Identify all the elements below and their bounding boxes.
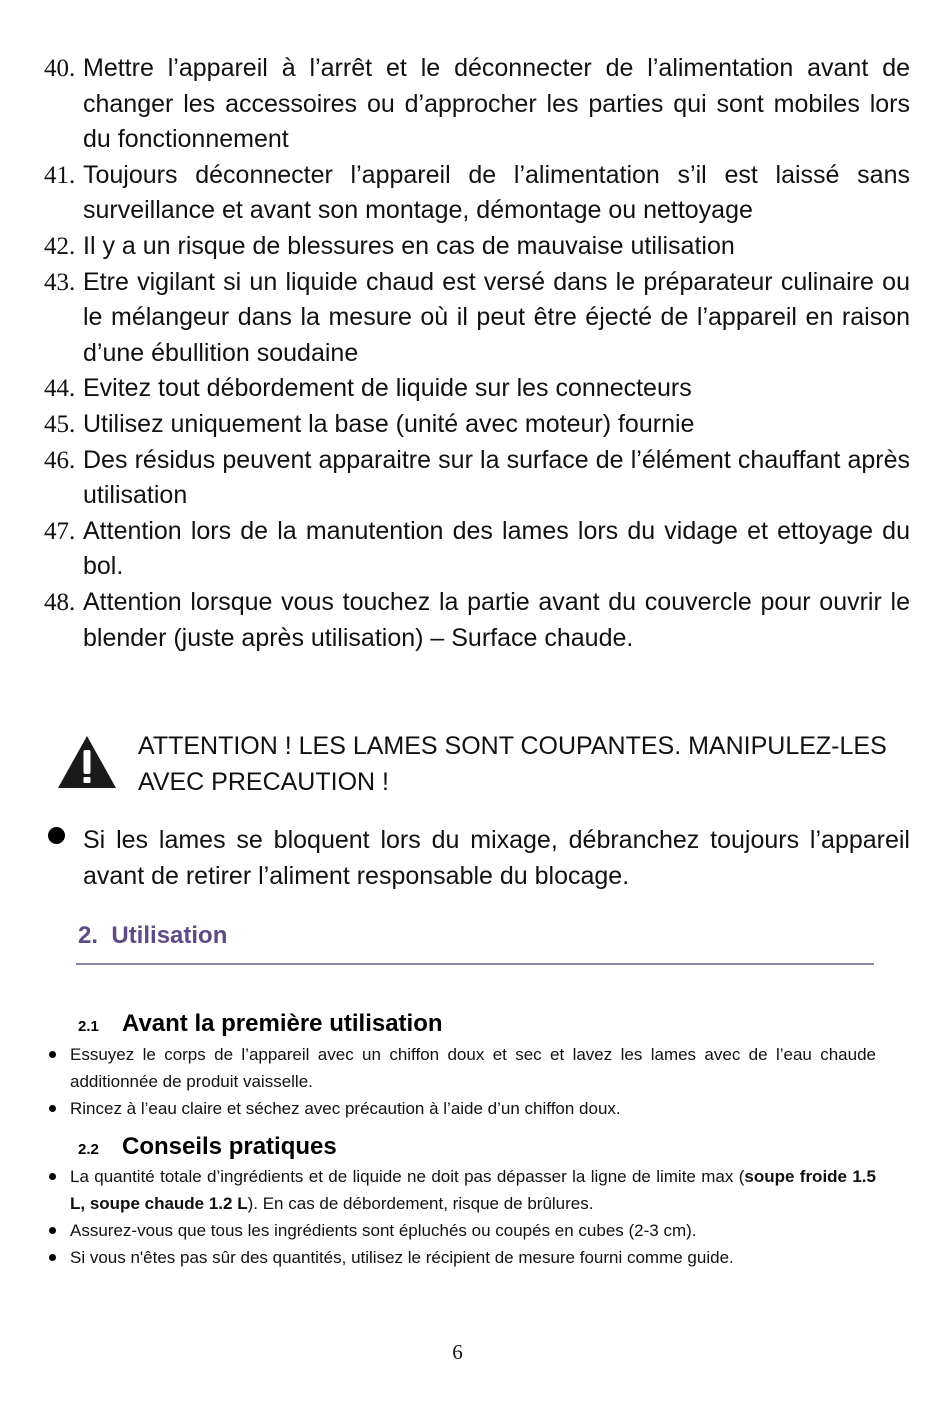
warning-triangle-icon [56, 734, 118, 790]
item-text: Etre vigilant si un liquide chaud est versé dans le préparateur culinaire ou le mélangeur dans la mesure où il peut être éjecté de l’appareil en raison d’une ébullition soudaine [83, 267, 910, 367]
subsection-number: 2.2 [78, 1141, 99, 1158]
list-item [46, 1244, 876, 1271]
item-number: 46. [44, 446, 76, 474]
item-number: 48. [44, 588, 76, 616]
item-number: 40. [44, 55, 76, 82]
bullet-icon [46, 1041, 70, 1095]
bullet-icon [46, 1095, 70, 1122]
subsection-title: Avant la première utilisation [122, 1010, 443, 1037]
item-text: Toujours déconnecter l’appareil de l’alimentation s’il est laissé sans surveillance et avant son montage, démontage ou nettoyage [83, 160, 910, 225]
item-text: Mettre l’appareil à l’arrêt et le déconnecter de l’alimentation avant de changer les accessoires ou d’approcher les parties qui sont mobiles lors du fonctionnement [83, 54, 910, 154]
item-number: 44. [44, 375, 76, 403]
subsection-title: Conseils pratiques [122, 1133, 337, 1160]
list-item [44, 265, 910, 372]
bullet-icon [44, 822, 83, 894]
list-item [44, 585, 910, 656]
item-number: 42. [44, 232, 76, 260]
item-text: Si vous n'êtes pas sûr des quantités, utilisez le récipient de mesure fourni comme guide. [70, 1248, 734, 1267]
practical-tips-list [46, 1163, 876, 1271]
list-item [44, 229, 910, 265]
list-item [44, 371, 910, 407]
list-item [44, 514, 910, 585]
item-number: 45. [44, 410, 76, 438]
item-text: Attention lorsque vous touchez la partie avant du couvercle pour ouvrir le blender (juste après utilisation) – Surface chaude. [83, 587, 910, 652]
item-text: Attention lors de la manutention des lames lors du vidage et ettoyage du bol. [83, 516, 910, 581]
subsection-heading [78, 1010, 443, 1038]
list-item [44, 51, 910, 158]
section-heading [78, 922, 227, 950]
capacity-values: soupe froide 1.5 L, soupe chaude 1.2 L [70, 1167, 876, 1213]
section-number: 2. [78, 922, 99, 949]
list-item [44, 443, 910, 514]
bullet-icon [46, 1217, 70, 1244]
section-divider [76, 963, 874, 965]
section-title: Utilisation [111, 922, 228, 949]
item-number: 43. [44, 268, 76, 296]
warning-text: ATTENTION ! LES LAMES SONT COUPANTES. MANIPULEZ-LES AVEC PRECAUTION ! [138, 732, 887, 796]
item-number: 41. [44, 161, 76, 189]
item-text-start: La quantité totale d’ingrédients et de liquide ne doit pas dépasser la ligne de limite max ( [70, 1167, 745, 1186]
list-item [46, 1095, 876, 1122]
safety-instructions-list [44, 51, 910, 656]
subsection-heading [78, 1133, 337, 1161]
item-text: Essuyez le corps de l’appareil avec un chiffon doux et sec et lavez les lames avec de l’eau chaude additionnée de produit vaisselle. [70, 1045, 876, 1091]
list-item [44, 158, 910, 229]
page-number: 6 [452, 1340, 463, 1364]
subsection-number: 2.1 [78, 1018, 99, 1035]
item-text: Assurez-vous que tous les ingrédients sont épluchés ou coupés en cubes (2-3 cm). [70, 1221, 697, 1240]
item-text-end: ). En cas de débordement, risque de brûlures. [247, 1194, 594, 1213]
note-text: Si les lames se bloquent lors du mixage, débranchez toujours l’appareil avant de retirer l’aliment responsable du blocage. [83, 826, 910, 890]
list-item [46, 1217, 876, 1244]
item-number: 47. [44, 517, 76, 545]
item-text: Rincez à l’eau claire et séchez avec précaution à l’aide d’un chiffon doux. [70, 1099, 621, 1118]
item-text: Il y a un risque de blessures en cas de mauvaise utilisation [83, 231, 735, 260]
bullet-icon [46, 1163, 70, 1217]
list-item [46, 1041, 876, 1095]
first-use-list [46, 1041, 876, 1122]
list-item [44, 407, 910, 443]
list-item [46, 1163, 876, 1217]
item-text: Evitez tout débordement de liquide sur les connecteurs [83, 374, 692, 403]
bullet-icon [46, 1244, 70, 1271]
item-text [70, 1163, 876, 1217]
item-text: Des résidus peuvent apparaitre sur la surface de l’élément chauffant après utilisation [83, 445, 910, 510]
blade-warning [56, 728, 886, 808]
blade-jam-note [44, 822, 910, 894]
item-text: Utilisez uniquement la base (unité avec moteur) fournie [83, 409, 695, 438]
